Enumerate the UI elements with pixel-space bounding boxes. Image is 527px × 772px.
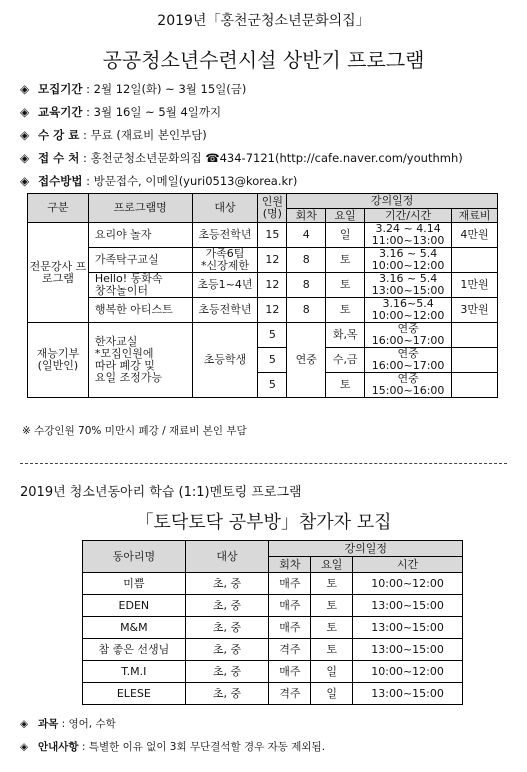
sessions-cell: 매주	[269, 661, 311, 683]
period-text: 3.16 ~ 5.4	[379, 272, 438, 285]
period-time-cell	[365, 223, 452, 248]
info-label: 교육기간	[38, 105, 83, 119]
header-sessions: 회차	[269, 557, 311, 573]
period-text: 연중	[397, 322, 419, 335]
diamond-bullet-icon: ◈	[20, 741, 29, 753]
period-text: 3.24 ~ 4.14	[375, 222, 441, 235]
header-day: 요일	[311, 557, 353, 573]
diamond-bullet-icon: ◈	[20, 128, 30, 142]
table-row	[83, 661, 463, 683]
header-program: 프로그램명	[88, 194, 192, 223]
target-cell: 초등전학년	[192, 223, 258, 248]
table-row	[28, 298, 498, 323]
capacity-cell: 15	[258, 223, 287, 248]
info-label: 접수방법	[38, 174, 83, 188]
target-cell: 초, 중	[185, 573, 269, 595]
mentoring-table	[82, 540, 463, 705]
category-cell: 재능기부 (일반인)	[28, 323, 89, 398]
target-cell: 초, 중	[185, 617, 269, 639]
time-text: 10:00~12:00	[371, 309, 445, 322]
target-cell: 초등학생	[192, 323, 258, 398]
fee-cell: 3만원	[452, 298, 498, 323]
day-cell: 토	[311, 595, 353, 617]
time-text: 15:00~16:00	[371, 384, 445, 397]
footer-value: : 영어, 수학	[61, 718, 116, 730]
footer-notice	[20, 739, 325, 754]
program-line: 창작놀이터	[94, 284, 148, 297]
info-value: : 홍천군청소년문화의집 ☎434-7121(http://cafe.naver.com/youthmh)	[83, 151, 463, 165]
day-cell: 토	[326, 298, 365, 323]
header-schedule: 강의일정	[287, 194, 498, 209]
capacity-cell: 5	[258, 373, 287, 398]
header-category: 구분	[28, 194, 89, 223]
mentoring-subtitle: 2019년 청소년동아리 학습 (1:1)멘토링 프로그램	[20, 485, 302, 500]
target-cell: 초, 중	[185, 639, 269, 661]
day-cell: 일	[311, 661, 353, 683]
period-text: 3.16~5.4	[382, 297, 434, 310]
period-text: 연중	[397, 347, 419, 360]
footer-label: 안내사항	[38, 741, 79, 753]
table-row	[83, 683, 463, 705]
sessions-cell: 4	[287, 223, 326, 248]
day-cell: 토	[311, 573, 353, 595]
table-row	[28, 273, 498, 298]
target-cell: 초등전학년	[192, 298, 258, 323]
target-cell	[192, 248, 258, 273]
info-value: : 3월 16일 ~ 5월 4일까지	[86, 105, 222, 119]
header-club: 동아리명	[83, 541, 186, 573]
capacity-cell: 12	[258, 248, 287, 273]
time-cell: 13:00~15:00	[353, 595, 463, 617]
capacity-cell: 12	[258, 298, 287, 323]
program-line: 따라 폐강 및	[94, 359, 155, 372]
period-time-cell	[365, 373, 452, 398]
day-cell: 토	[326, 373, 365, 398]
target-cell: 초, 중	[185, 595, 269, 617]
table-note: ※ 수강인원 70% 미만시 폐강 / 재료비 본인 부담	[22, 425, 247, 437]
club-cell: M&M	[83, 617, 186, 639]
sessions-cell: 8	[287, 273, 326, 298]
target-note: *신장제한	[200, 259, 249, 272]
time-cell: 13:00~15:00	[353, 683, 463, 705]
day-cell: 토	[326, 273, 365, 298]
club-cell: EDEN	[83, 595, 186, 617]
capacity-cell: 12	[258, 273, 287, 298]
sessions-cell: 8	[287, 298, 326, 323]
period-time-cell	[365, 323, 452, 348]
fee-cell: 4만원	[452, 223, 498, 248]
program-cell	[88, 323, 192, 398]
header-time: 시간	[353, 557, 463, 573]
footer-label: 과목	[38, 718, 59, 730]
program-cell: 가족탁구교실	[88, 248, 192, 273]
period-time-cell	[365, 348, 452, 373]
time-text: 11:00~13:00	[371, 234, 445, 247]
program-line: Hello! 동화속	[94, 272, 163, 285]
header-capacity: 인원(명)	[258, 194, 287, 223]
info-label: 수 강 료	[38, 128, 80, 142]
program-cell: 요리야 놀자	[88, 223, 192, 248]
period-text: 연중	[397, 372, 419, 385]
sessions-cell: 격주	[269, 683, 311, 705]
time-text: 16:00~17:00	[371, 334, 445, 347]
header-subtitle: 2019년「홍천군청소년문화의집」	[157, 13, 370, 29]
time-cell: 10:00~12:00	[353, 573, 463, 595]
dashed-divider	[20, 463, 507, 464]
fee-cell	[452, 248, 498, 273]
table-row	[83, 573, 463, 595]
info-education-period	[20, 104, 221, 120]
sessions-cell: 매주	[269, 617, 311, 639]
info-fee	[20, 127, 207, 143]
capacity-cell: 5	[258, 323, 287, 348]
day-cell: 일	[326, 223, 365, 248]
info-method	[20, 173, 297, 189]
club-cell: ELESE	[83, 683, 186, 705]
table-row	[28, 248, 498, 273]
day-cell: 화,목	[326, 323, 365, 348]
time-cell: 10:00~12:00	[353, 661, 463, 683]
capacity-cell: 5	[258, 348, 287, 373]
period-text: 3.16 ~ 5.4	[379, 247, 438, 260]
program-line: 요일 조정가능	[94, 371, 163, 384]
time-text: 10:00~12:00	[371, 259, 445, 272]
sessions-cell: 격주	[269, 639, 311, 661]
fee-cell: 1만원	[452, 273, 498, 298]
diamond-bullet-icon: ◈	[20, 151, 30, 165]
header-sessions: 회차	[287, 209, 326, 223]
day-cell: 일	[311, 683, 353, 705]
diamond-bullet-icon: ◈	[20, 718, 29, 730]
period-time-cell	[365, 298, 452, 323]
club-cell: T.M.I	[83, 661, 186, 683]
diamond-bullet-icon: ◈	[20, 174, 30, 188]
period-time-cell	[365, 248, 452, 273]
header-material-fee: 재료비	[452, 209, 498, 223]
time-text: 13:00~15:00	[371, 284, 445, 297]
program-cell: 행복한 아티스트	[88, 298, 192, 323]
table-row	[28, 323, 498, 348]
footer-value: : 특별한 이유 없이 3회 무단결석할 경우 자동 제외됨.	[81, 741, 326, 753]
diamond-bullet-icon: ◈	[20, 82, 30, 96]
fee-cell	[452, 373, 498, 398]
table-row	[28, 223, 498, 248]
program-line: *모집인원에	[94, 347, 154, 360]
footer-subjects	[20, 716, 116, 731]
fee-cell	[452, 323, 498, 348]
table-row	[83, 595, 463, 617]
page-title: 공공청소년수련시설 상반기 프로그램	[102, 48, 425, 72]
mentoring-title: 「토닥토닥 공부방」참가자 모집	[135, 512, 392, 533]
info-recruit-period	[20, 81, 246, 97]
header-period-time: 기간/시간	[365, 209, 452, 223]
header-day: 요일	[326, 209, 365, 223]
sessions-cell: 8	[287, 248, 326, 273]
period-time-cell	[365, 273, 452, 298]
table-row	[83, 617, 463, 639]
program-line: 한자교실	[94, 335, 138, 348]
header-schedule: 강의일정	[269, 541, 463, 557]
time-cell: 13:00~15:00	[353, 617, 463, 639]
program-cell	[88, 273, 192, 298]
target-cell: 초등1~4년	[192, 273, 258, 298]
time-cell: 13:00~15:00	[353, 639, 463, 661]
day-cell: 토	[311, 639, 353, 661]
info-label: 접 수 처	[38, 151, 80, 165]
sessions-cell: 연중	[287, 323, 326, 398]
info-value: : 무료 (재료비 본인부담)	[83, 128, 207, 142]
info-value: : 방문접수, 이메일(yuri0513@korea.kr)	[86, 174, 298, 188]
day-cell: 토	[326, 248, 365, 273]
day-cell: 토	[311, 617, 353, 639]
program-table	[27, 193, 498, 398]
table-row	[83, 639, 463, 661]
club-cell: 참 좋은 선생님	[83, 639, 186, 661]
fee-cell	[452, 348, 498, 373]
time-text: 16:00~17:00	[371, 359, 445, 372]
header-target: 대상	[185, 541, 269, 573]
header-target: 대상	[192, 194, 258, 223]
target-cell: 초, 중	[185, 661, 269, 683]
target-text: 가족6팀	[205, 247, 245, 260]
sessions-cell: 매주	[269, 573, 311, 595]
category-cell: 전문강사 프로그램	[28, 223, 89, 323]
info-reception	[20, 150, 463, 166]
diamond-bullet-icon: ◈	[20, 105, 30, 119]
info-label: 모집기간	[38, 82, 83, 96]
info-value: : 2월 12일(화) ~ 3월 15일(금)	[86, 82, 247, 96]
day-cell: 수,금	[326, 348, 365, 373]
club-cell: 미쁨	[83, 573, 186, 595]
sessions-cell: 매주	[269, 595, 311, 617]
target-cell: 초, 중	[185, 683, 269, 705]
